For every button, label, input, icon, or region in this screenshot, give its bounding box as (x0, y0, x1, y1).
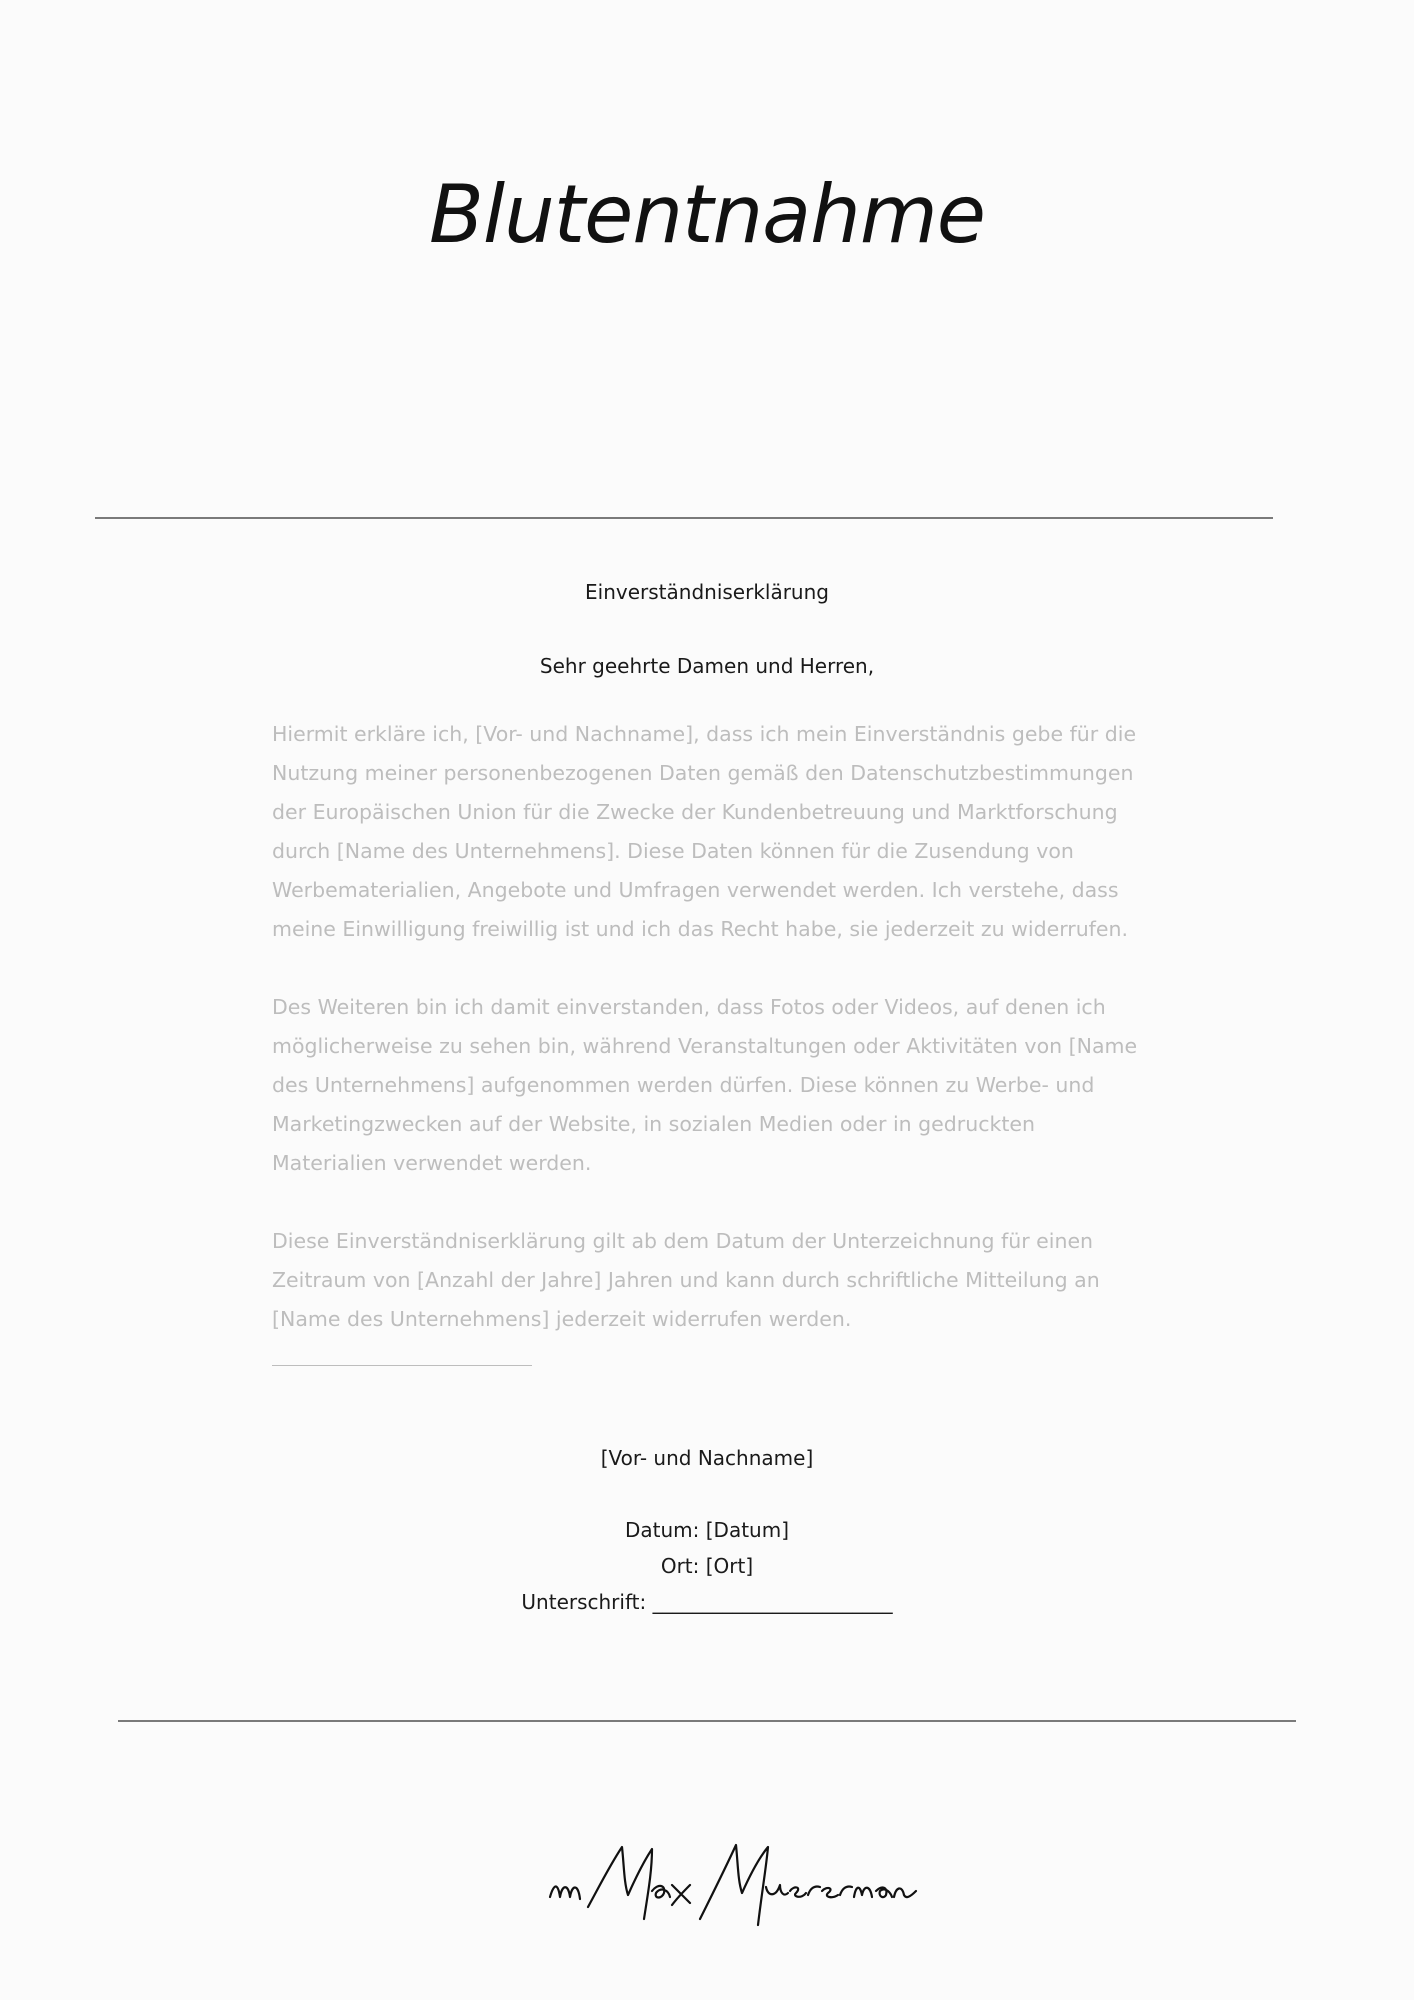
document-title: Blutentnahme (428, 168, 986, 261)
paragraph-media-usage: Des Weiteren bin ich damit einverstanden, dass Fotos oder Videos, auf denen ich möglicherweise zu sehen bin, während Veranstaltungen oder Aktivitäten von [Name des Unternehmens] aufgenommen werden dürfen. Diese können zu Werbe- und Marketingzwecken auf der Website, in sozialen Medien oder in gedruckten Materialien verwendet werden. (272, 995, 1138, 1175)
consent-heading: Einverständniserklärung (585, 580, 829, 604)
name-placeholder: [Vor- und Nachname] (600, 1446, 814, 1470)
place-field: Ort: [Ort] (660, 1554, 754, 1578)
date-field: Datum: [Datum] (624, 1518, 789, 1542)
paragraph-validity: Diese Einverständniserklärung gilt ab dem Datum der Unterzeichnung für einen Zeitraum von [Anzahl der Jahre] Jahren und kann durch schriftliche Mitteilung an [Name des Unternehmens] jederzeit widerrufen werden. (272, 1229, 1100, 1331)
bottom-divider (118, 1720, 1296, 1722)
paragraph-data-usage: Hiermit erkläre ich, [Vor- und Nachname], dass ich mein Einverständnis gebe für die Nutzung meiner personenbezogenen Daten gemäß den Datenschutzbestimmungen der Europäischen Union für die Zwecke der Kundenbetreuung und Marktforschung durch [Name des Unternehmens]. Diese Daten können für die Zusendung von Werbematerialien, Angebote und Umfragen verwendet werden. Ich verstehe, dass meine Einwilligung freiwillig ist und ich das Recht habe, sie jederzeit zu widerrufen. (272, 722, 1137, 941)
short-divider (272, 1365, 532, 1366)
consent-body (272, 715, 1192, 1378)
salutation: Sehr geehrte Damen und Herren, (539, 654, 875, 678)
signature-field: Unterschrift: ________________________ (521, 1590, 893, 1614)
top-divider (95, 517, 1273, 519)
handwritten-signature-image (540, 1835, 920, 1935)
